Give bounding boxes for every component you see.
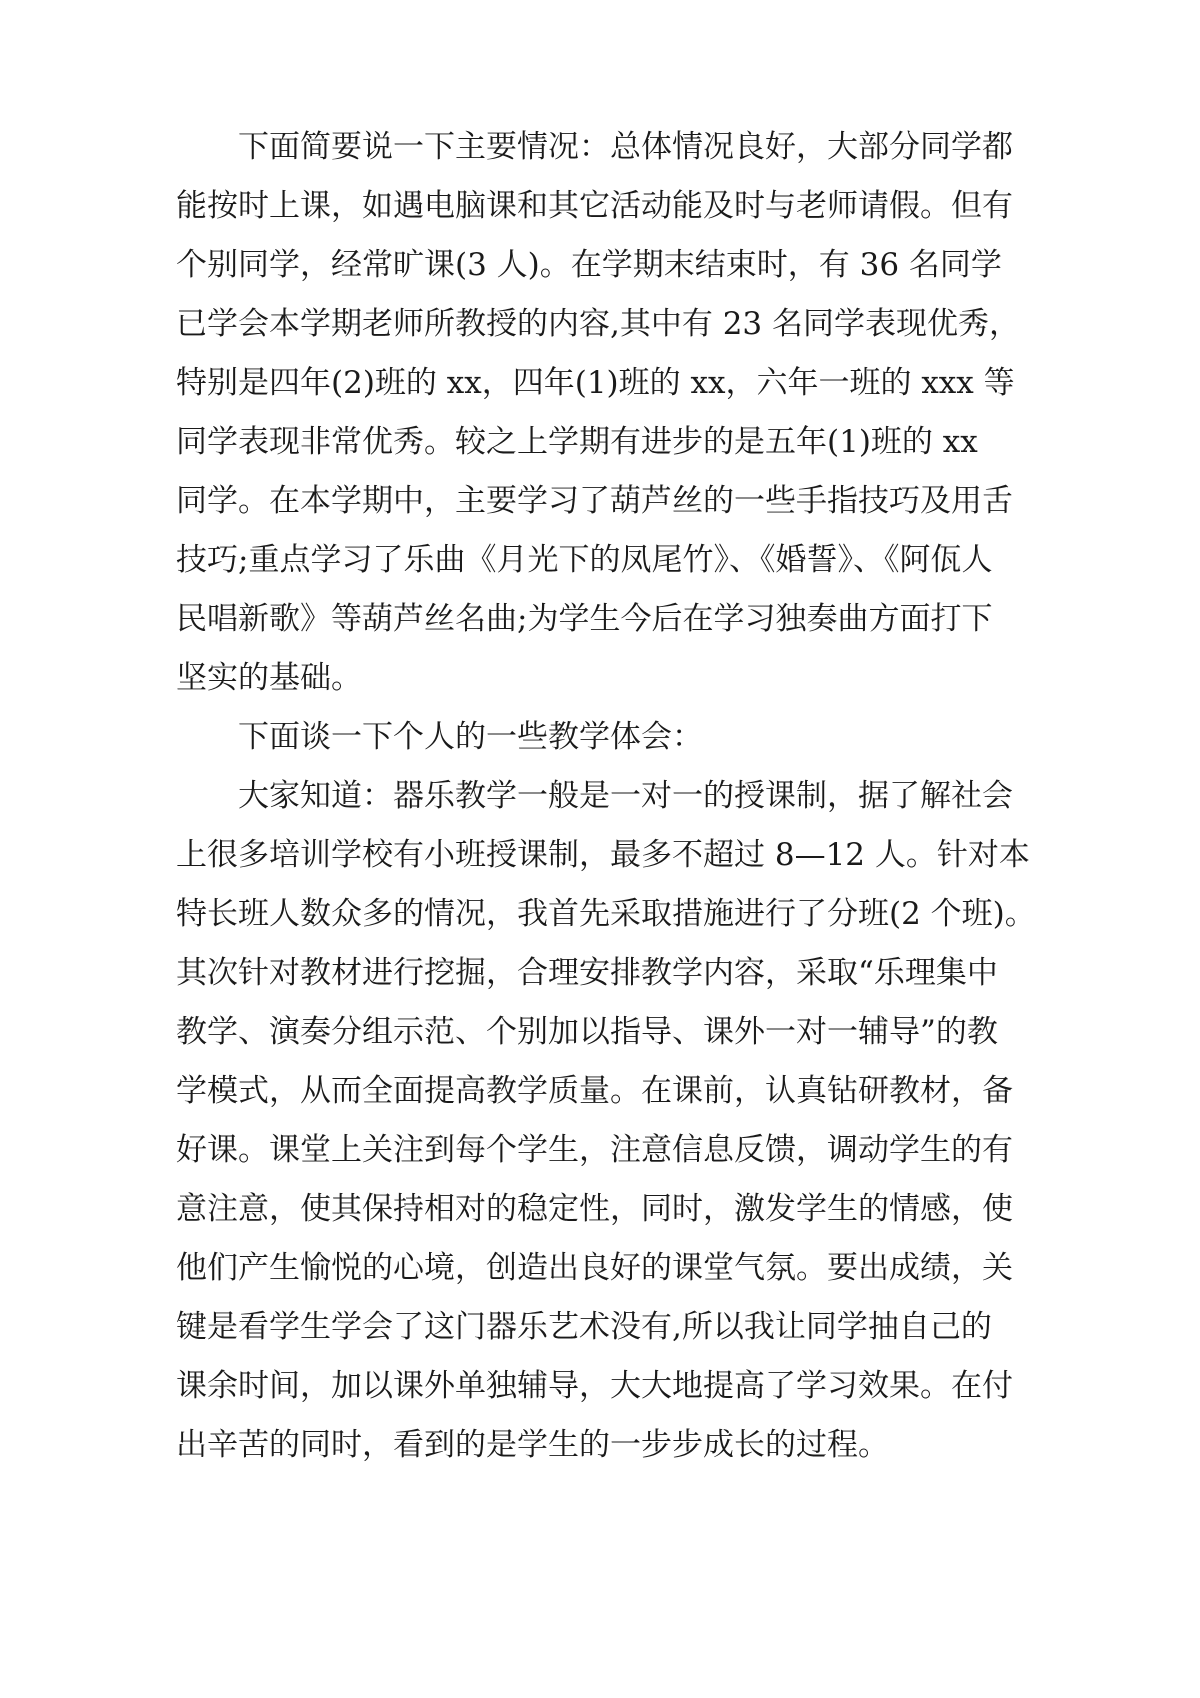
text-line: 坚实的基础。 [176, 660, 362, 696]
text-line: 好课。课堂上关注到每个学生，注意信息反馈，调动学生的有 [176, 1132, 1013, 1168]
text-line: 意注意，使其保持相对的稳定性，同时，激发学生的情感，使 [176, 1191, 1013, 1227]
text-line: 下面简要说一下主要情况：总体情况良好，大部分同学都 [238, 129, 1013, 165]
text-line: 特长班人数众多的情况，我首先采取措施进行了分班(2 个班)。 [176, 896, 1036, 932]
text-line: 他们产生愉悦的心境，创造出良好的课堂气氛。要出成绩，关 [176, 1250, 1013, 1286]
paragraph-main-situation [176, 118, 1036, 708]
text-line: 民唱新歌》等葫芦丝名曲;为学生今后在学习独奏曲方面打下 [176, 601, 993, 637]
paragraph-teaching-intro [176, 708, 1036, 767]
text-line: 下面谈一下个人的一些教学体会： [238, 719, 703, 755]
text-line: 大家知道：器乐教学一般是一对一的授课制，据了解社会 [238, 778, 1013, 814]
text-line: 出辛苦的同时，看到的是学生的一步步成长的过程。 [176, 1427, 889, 1463]
text-line: 课余时间，加以课外单独辅导，大大地提高了学习效果。在付 [176, 1368, 1013, 1404]
text-line: 已学会本学期老师所教授的内容,其中有 23 名同学表现优秀， [176, 306, 1021, 342]
text-line: 能按时上课，如遇电脑课和其它活动能及时与老师请假。但有 [176, 188, 1013, 224]
text-line: 其次针对教材进行挖掘，合理安排教学内容，采取“乐理集中 [176, 955, 998, 991]
paragraph-teaching-experience [176, 767, 1036, 1475]
text-line: 特别是四年(2)班的 xx，四年(1)班的 xx，六年一班的 xxx 等 [176, 365, 1015, 401]
text-line: 键是看学生学会了这门器乐艺术没有,所以我让同学抽自己的 [176, 1309, 992, 1345]
text-line: 个别同学，经常旷课(3 人)。在学期末结束时，有 36 名同学 [176, 247, 1002, 283]
text-line: 同学。在本学期中，主要学习了葫芦丝的一些手指技巧及用舌 [176, 483, 1013, 519]
document-body [176, 118, 1036, 1475]
text-line: 同学表现非常优秀。较之上学期有进步的是五年(1)班的 xx [176, 424, 978, 460]
text-line: 教学、演奏分组示范、个别加以指导、课外一对一辅导”的教 [176, 1014, 998, 1050]
text-line: 上很多培训学校有小班授课制，最多不超过 8—12 人。针对本 [176, 837, 1030, 873]
text-line: 技巧;重点学习了乐曲《月光下的凤尾竹》、《婚誓》、《阿佤人 [176, 542, 993, 578]
text-line: 学模式，从而全面提高教学质量。在课前，认真钻研教材，备 [176, 1073, 1013, 1109]
